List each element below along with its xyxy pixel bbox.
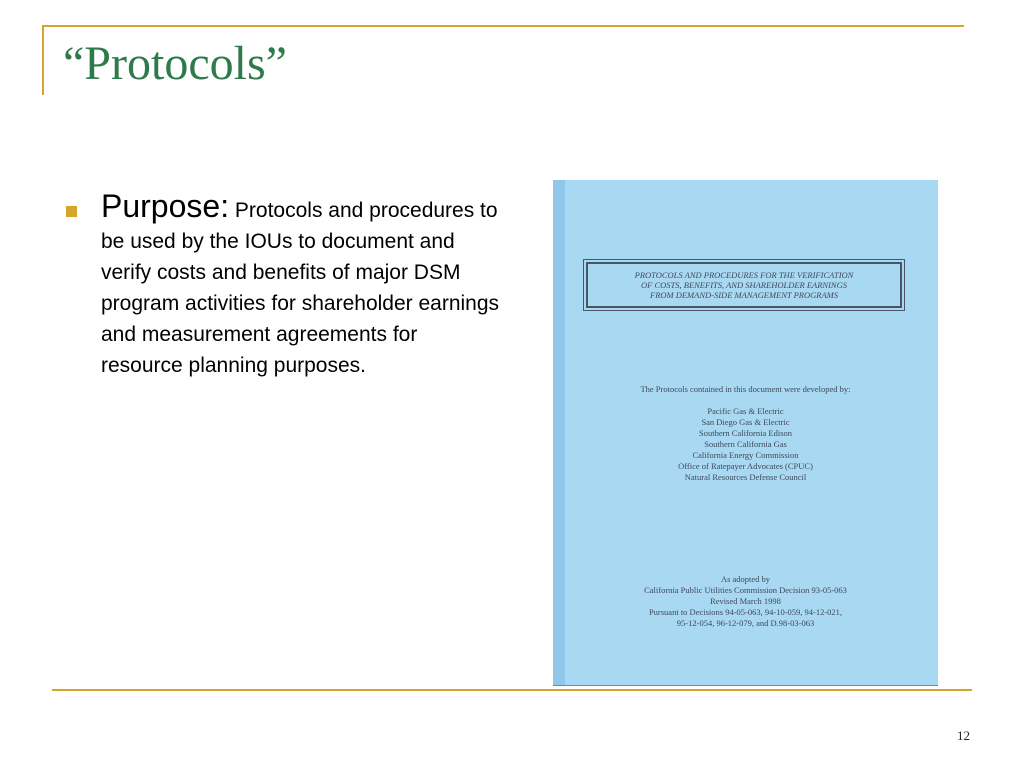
cover-organization: California Energy Commission xyxy=(692,450,799,460)
footer-rule xyxy=(52,689,972,691)
cover-adoption-line: 95-12-054, 96-12-079, and D.98-03-063 xyxy=(676,618,815,628)
frame-left-rule xyxy=(42,25,44,95)
protocols-cover-image xyxy=(553,180,938,685)
cover-title-line: PROTOCOLS AND PROCEDURES FOR THE VERIFICATION xyxy=(634,270,854,280)
cover-adoption-line: Pursuant to Decisions 94-05-063, 94-10-059, 94-12-021, xyxy=(648,607,843,617)
cover-organization: Office of Ratepayer Advocates (CPUC) xyxy=(678,461,813,471)
cover-organization: Southern California Edison xyxy=(698,428,792,438)
slide-title: “Protocols” xyxy=(63,37,287,90)
cover-title-box xyxy=(586,262,902,308)
page-number: 12 xyxy=(957,728,970,743)
cover-organization: Southern California Gas xyxy=(704,439,787,449)
cover-title-line: OF COSTS, BENEFITS, AND SHAREHOLDER EARNINGS xyxy=(641,280,847,290)
cover-adoption-line: California Public Utilities Commission Decision 93-05-063 xyxy=(644,585,847,595)
purpose-bullet xyxy=(101,188,501,381)
purpose-text: Protocols and procedures to be used by the IOUs to document and verify costs and benefits of major DSM program activities for shareholder earnings and measurement agreements for resource planning purposes. xyxy=(101,199,500,377)
cover-title-line: FROM DEMAND-SIDE MANAGEMENT PROGRAMS xyxy=(650,290,838,300)
cover-organization: Pacific Gas & Electric xyxy=(707,406,784,416)
cover-organization: San Diego Gas & Electric xyxy=(701,417,790,427)
cover-adoption-line: As adopted by xyxy=(720,574,771,584)
purpose-label: Purpose: xyxy=(101,188,230,224)
cover-adoption-line: Revised March 1998 xyxy=(710,596,781,606)
frame-top-rule xyxy=(42,25,964,27)
cover-organization: Natural Resources Defense Council xyxy=(684,472,807,482)
bullet-square-icon xyxy=(66,206,77,217)
cover-developed-by: The Protocols contained in this document were developed by: xyxy=(640,384,851,394)
